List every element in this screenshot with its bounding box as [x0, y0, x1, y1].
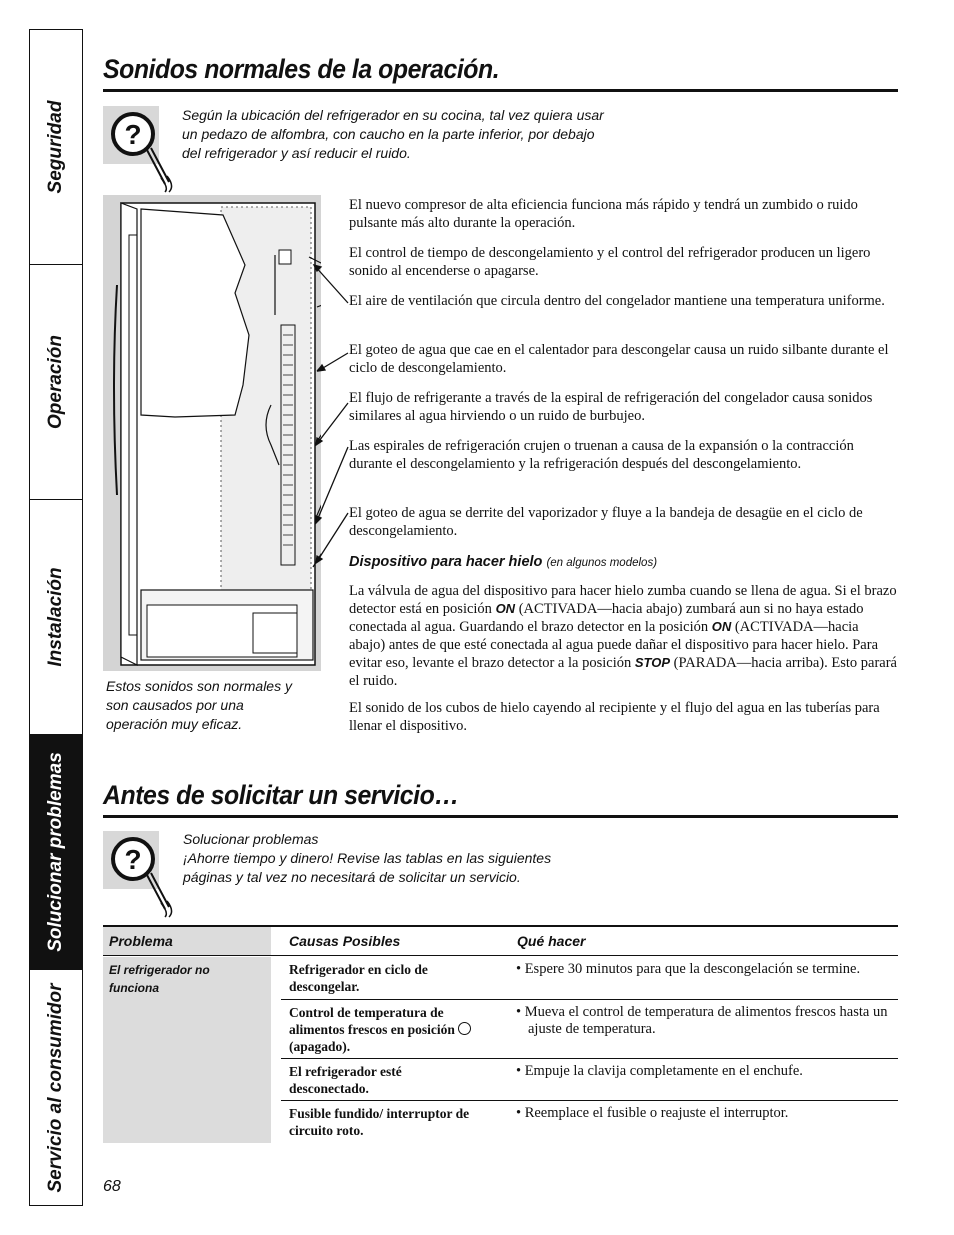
problem-cell	[103, 957, 271, 1143]
icemaker-paragraph	[349, 582, 897, 690]
icemaker-heading	[349, 553, 897, 572]
text-run: (PARADA—hacia arriba). Esto parará el ruido.	[349, 655, 897, 689]
cause-text: El refrigerador esté desconectado.	[289, 1064, 402, 1096]
on-label: ON	[495, 601, 516, 616]
cause-text: Refrigerador en ciclo de descongelar.	[289, 962, 428, 994]
tip-text: Según la ubicación del refrigerador en su cocina, tal vez quiera usar un pedazo de alfombra, con caucho en la parte inferior, por debajo del refrigerador y así reducir el ruido.	[182, 107, 604, 161]
question-magnifier-icon	[103, 831, 175, 921]
problem-text: El refrigerador no funciona	[109, 963, 210, 995]
tab-label: Operación	[45, 335, 66, 429]
cause-text	[289, 1004, 479, 1055]
tab-instalacion[interactable]	[30, 500, 82, 735]
title-rule	[103, 89, 898, 92]
text-run: (ACTIVADA—hacia abajo) antes de que esté conectada al agua puede dañar el dispositivo para hacer hielo. Para evitar eso, levante el brazo detector a la posición	[349, 619, 879, 671]
tab-operacion[interactable]	[30, 265, 82, 500]
section-title-service: Antes de solicitar un servicio…	[103, 780, 459, 810]
header-action: Qué hacer	[517, 933, 586, 949]
text-run: La válvula de agua del dispositivo para hacer hielo zumba cuando se llena de agua. Si el brazo detector está en posición	[349, 583, 897, 617]
tip-line: ¡Ahorre tiempo y dinero! Revise las tablas en las siguientes páginas y tal vez no necesitará de solicitar un servicio.	[183, 850, 552, 885]
svg-text:?: ?	[124, 119, 142, 150]
callout-arrows	[304, 195, 350, 575]
tab-label: Seguridad	[45, 100, 66, 194]
icemaker-heading-text: Dispositivo para hacer hielo	[349, 554, 543, 570]
on-label: ON	[711, 619, 732, 634]
cause-text-a: Control de temperatura de alimentos frescos en posición	[289, 1005, 455, 1037]
icemaker-paragraph-2: El sonido de los cubos de hielo cayendo al recipiente y el flujo del agua en las tuberías para llenar el dispositivo.	[349, 700, 880, 734]
svg-text:?: ?	[124, 844, 142, 875]
sound-paragraph: El nuevo compresor de alta eficiencia funciona más rápido y tendrá un zumbido o ruido pulsante más alto durante la operación.	[349, 197, 858, 231]
text-run: (ACTIVADA—hacia abajo) zumbará aun si no haya estado conectada al agua. Guardando el brazo detector en la posición	[349, 601, 864, 635]
tab-seguridad[interactable]	[30, 30, 82, 265]
sound-paragraph: El goteo de agua se derrite del vaporizador y fluye a la bandeja de desagüe en el ciclo de descongelamiento.	[349, 505, 863, 539]
table-body	[103, 957, 898, 1141]
cause-text: Fusible fundido/ interruptor de circuito roto.	[289, 1106, 470, 1138]
sound-paragraph: El flujo de refrigerante a través de la espiral de refrigeración del congelador causa sonidos similares al agua hirviendo o un ruido de burbujeo.	[349, 390, 873, 424]
section-title-sounds: Sonidos normales de la operación.	[103, 54, 500, 84]
header-causes: Causas Posibles	[289, 933, 401, 949]
page-number: 68	[103, 1178, 121, 1195]
question-magnifier-icon	[103, 106, 175, 196]
icemaker-heading-note: (en algunos modelos)	[546, 557, 658, 569]
cause-text-b: (apagado).	[289, 1039, 351, 1054]
tab-solucionar-problemas[interactable]	[30, 735, 82, 970]
sound-paragraph: El aire de ventilación que circula dentro del congelador mantiene una temperatura uniforme.	[349, 293, 885, 309]
off-circle-icon	[458, 1022, 471, 1035]
tab-label: Instalación	[45, 567, 66, 667]
tab-servicio-al-consumidor[interactable]	[30, 970, 82, 1205]
tab-label: Servicio al consumidor	[45, 982, 66, 1193]
troubleshooting-table	[103, 925, 898, 1141]
header-problem: Problema	[109, 933, 173, 949]
sound-paragraph: El control de tiempo de descongelamiento y el control del refrigerador producen un ligero sonido al encenderse o apagarse.	[349, 245, 871, 279]
tab-label: Solucionar problemas	[45, 752, 66, 952]
table-row	[281, 957, 898, 1000]
action-text: • Mueva el control de temperatura de alimentos frescos hasta un ajuste de temperatura.	[516, 1004, 888, 1037]
figure-caption: Estos sonidos son normales y son causados por una operación muy eficaz.	[106, 678, 292, 732]
action-text: • Empuje la clavija completamente en el enchufe.	[516, 1063, 803, 1079]
sound-paragraph: El goteo de agua que cae en el calentador para descongelar causa un ruido silbante durante el ciclo de descongelamiento.	[349, 342, 889, 376]
header-rule	[103, 955, 898, 956]
sound-paragraph: Las espirales de refrigeración crujen o truenan a causa de la expansión o la contracción durante el descongelamiento y la refrigeración después del descongelamiento.	[349, 438, 854, 472]
table-row	[281, 1000, 898, 1059]
action-text: • Espere 30 minutos para que la descongelación se termine.	[516, 961, 861, 977]
title-rule	[103, 815, 898, 818]
table-row	[281, 1059, 898, 1101]
sidebar-tabs	[29, 29, 83, 1206]
tip-text	[183, 830, 583, 887]
table-row	[281, 1101, 898, 1141]
table-header	[103, 925, 898, 957]
tip-line: Solucionar problemas	[183, 831, 319, 847]
stop-label: STOP	[634, 655, 671, 670]
action-text: • Reemplace el fusible o reajuste el interruptor.	[516, 1105, 789, 1121]
refrigerator-illustration	[103, 195, 321, 671]
